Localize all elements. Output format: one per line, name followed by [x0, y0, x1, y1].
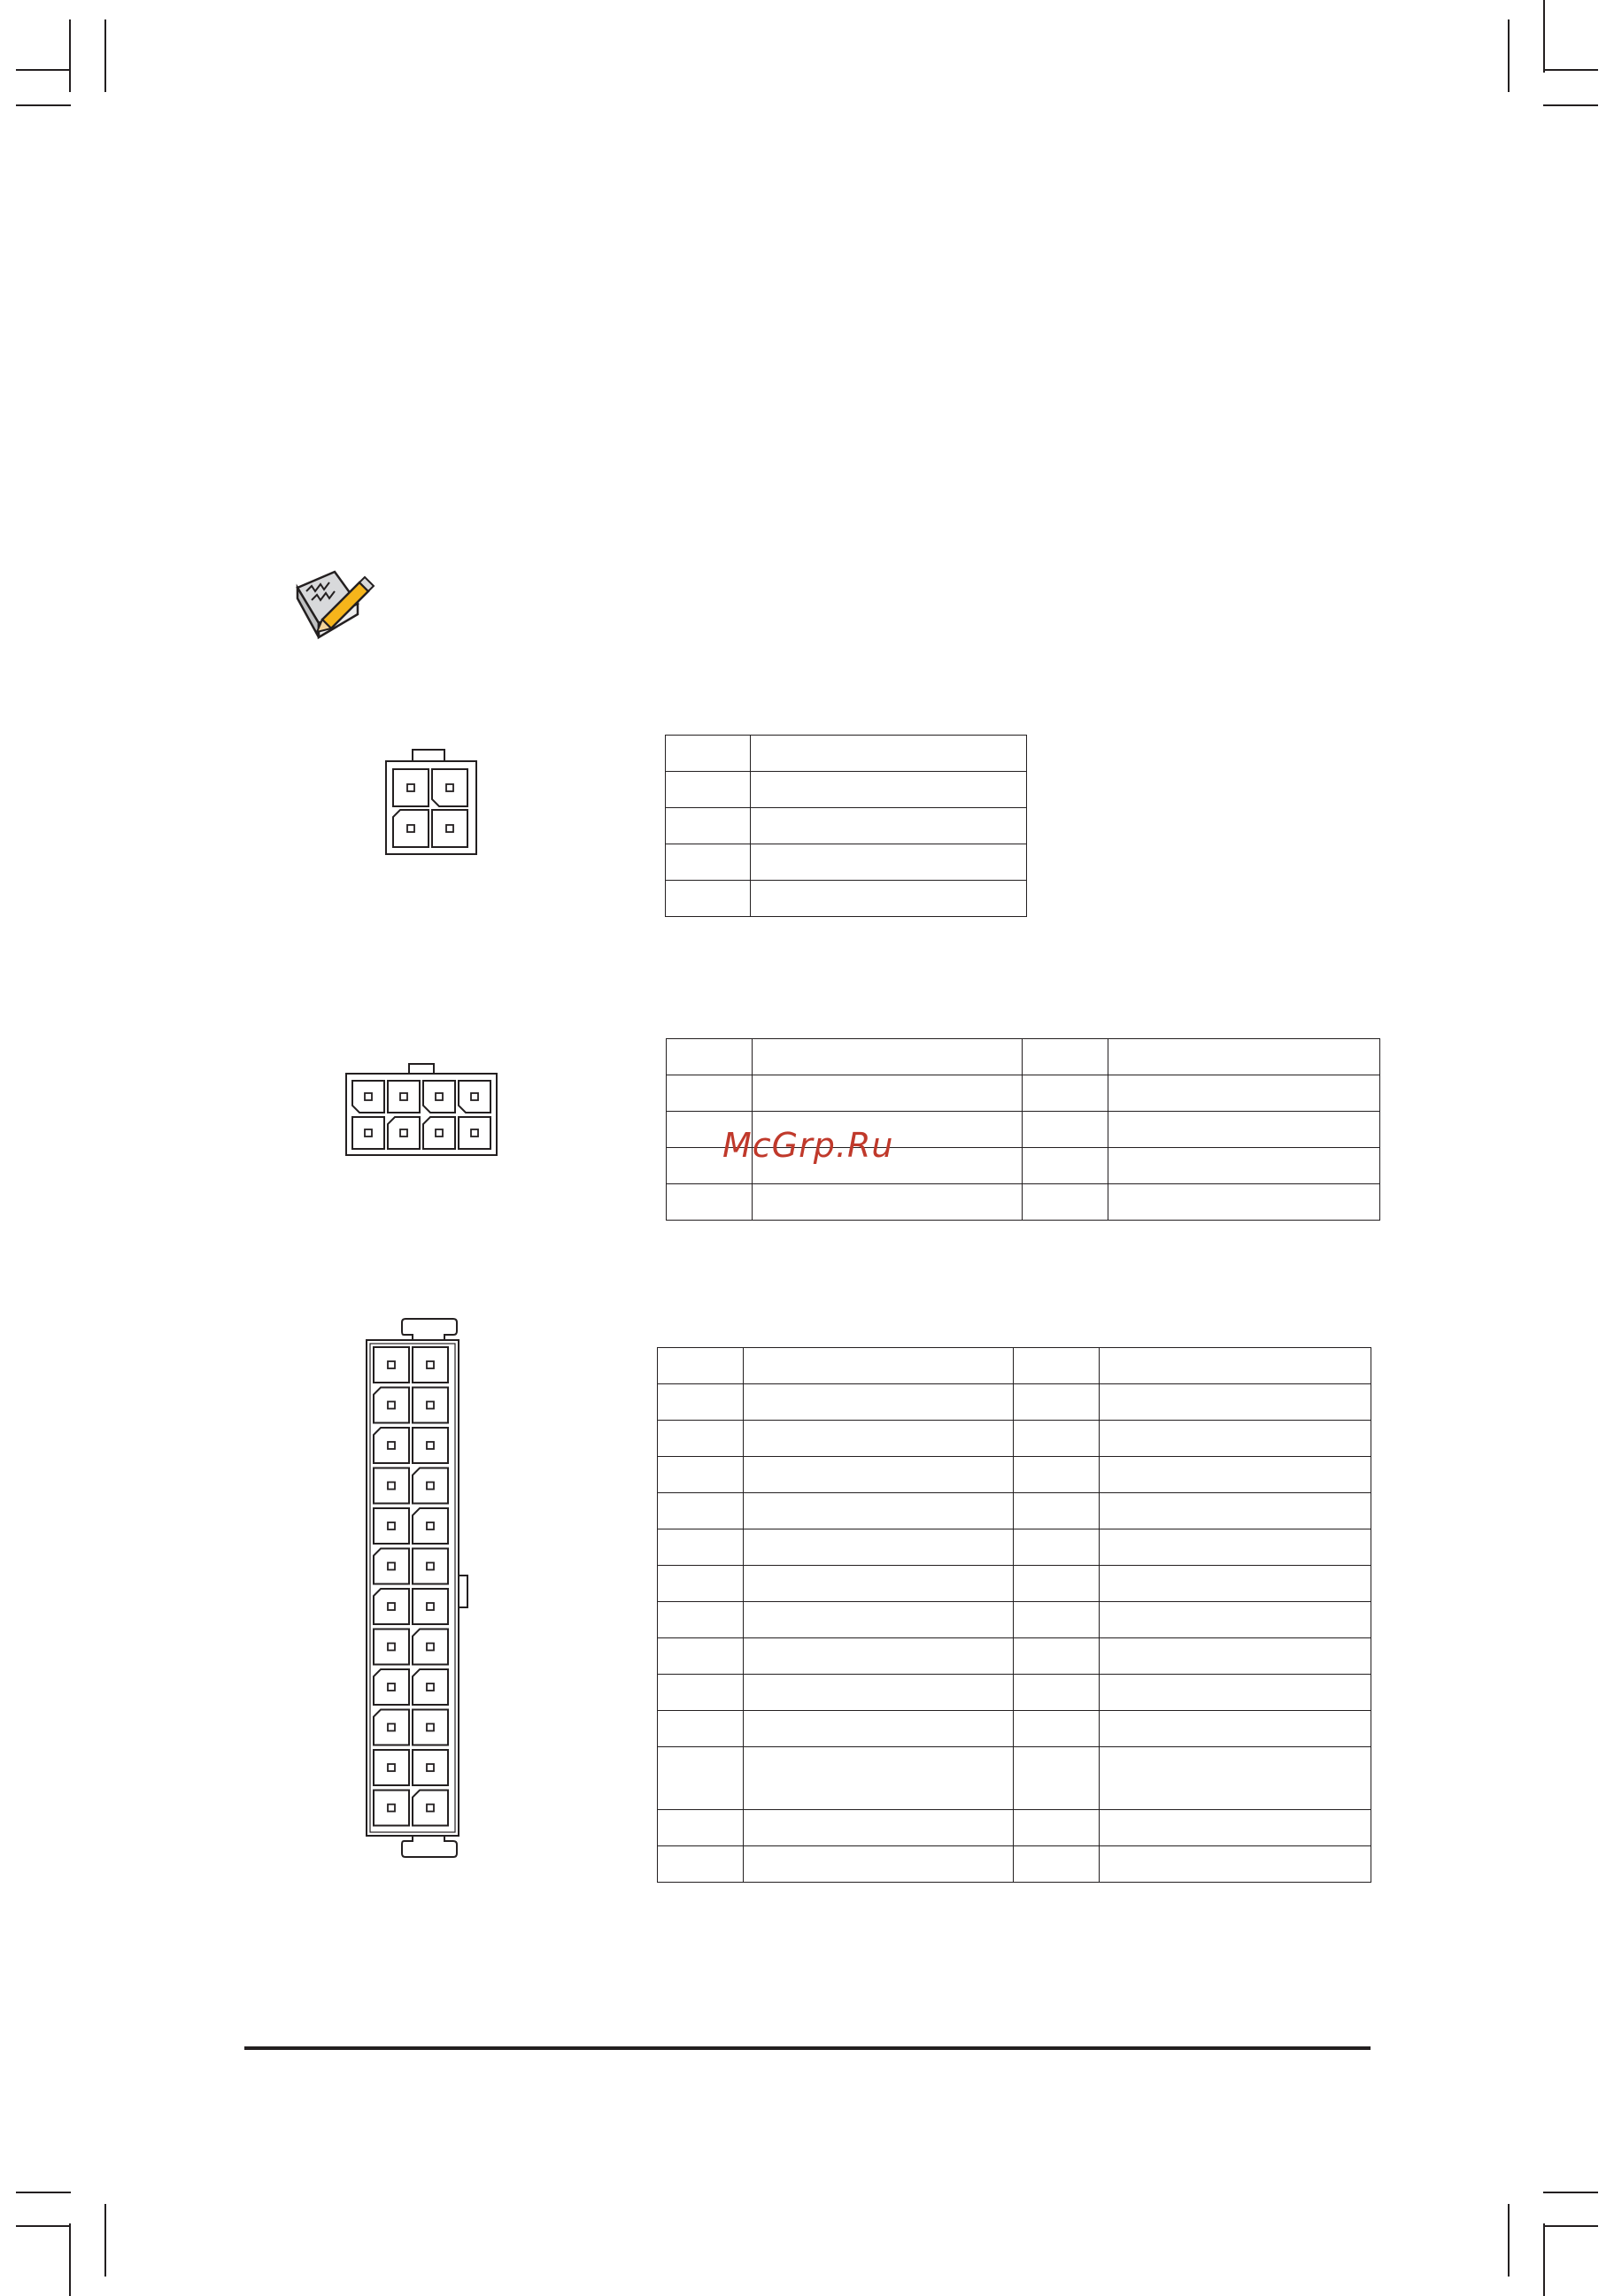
table-cell	[1100, 1711, 1371, 1747]
table-row	[658, 1711, 1371, 1747]
crop-mark-top-left-vertical	[104, 19, 106, 92]
table-cell	[666, 772, 751, 808]
table-cell	[1100, 1747, 1371, 1810]
table-row	[658, 1348, 1371, 1384]
pin-contact	[436, 1129, 443, 1136]
connector-latch	[413, 750, 444, 762]
table-cell	[1014, 1529, 1100, 1566]
pin-contact	[471, 1129, 478, 1136]
table-row	[658, 1602, 1371, 1638]
table-cell	[1100, 1675, 1371, 1711]
table-cell	[1108, 1184, 1380, 1221]
note-pencil-icon	[292, 566, 377, 643]
table-row	[666, 881, 1027, 917]
table-cell	[744, 1457, 1014, 1493]
table-cell	[744, 1711, 1014, 1747]
table-cell	[666, 808, 751, 844]
connector-side-key	[459, 1576, 467, 1607]
table-row	[658, 1638, 1371, 1675]
connector-8pin-diagram	[344, 1062, 499, 1160]
table-cell	[751, 808, 1027, 844]
table-cell	[751, 881, 1027, 917]
table-cell	[1100, 1384, 1371, 1421]
table-row	[667, 1184, 1380, 1221]
pin-contact	[388, 1644, 395, 1651]
table-cell	[667, 1075, 753, 1112]
table-row	[658, 1529, 1371, 1566]
crop-mark-bottom-left-horizontal	[16, 2192, 71, 2193]
table-cell	[1100, 1457, 1371, 1493]
pin-contact	[427, 1522, 434, 1529]
table-row	[658, 1384, 1371, 1421]
table-cell	[1014, 1421, 1100, 1457]
pin-contact	[388, 1361, 395, 1368]
table-cell	[1014, 1493, 1100, 1529]
table-cell	[744, 1529, 1014, 1566]
connector-4pin-diagram	[381, 748, 478, 859]
table-row	[658, 1846, 1371, 1883]
table-cell	[1014, 1846, 1100, 1883]
table-cell	[666, 844, 751, 881]
table-cell	[1014, 1384, 1100, 1421]
table-cell	[753, 1184, 1023, 1221]
table-cell	[1014, 1602, 1100, 1638]
table-cell	[744, 1638, 1014, 1675]
table-cell	[753, 1039, 1023, 1075]
connector-latch-bottom	[402, 1836, 457, 1857]
table-cell	[1100, 1602, 1371, 1638]
pin-contact	[471, 1093, 478, 1100]
pin-contact	[388, 1402, 395, 1409]
table-cell	[1100, 1348, 1371, 1384]
crop-mark-top-left-vertical-outer	[69, 19, 71, 92]
table-cell	[1100, 1493, 1371, 1529]
pin-contact	[388, 1724, 395, 1731]
crop-mark-bottom-right-vertical-outer	[1543, 2223, 1545, 2296]
table-cell	[658, 1846, 744, 1883]
table-cell	[1100, 1566, 1371, 1602]
table-cell	[744, 1846, 1014, 1883]
crop-mark-bottom-left-vertical-outer	[69, 2223, 71, 2296]
crop-mark-top-left-horizontal-outer	[16, 69, 71, 71]
pin-contact	[388, 1764, 395, 1771]
pin-contact	[388, 1563, 395, 1570]
crop-mark-bottom-left-vertical	[104, 2204, 106, 2277]
table-cell	[667, 1039, 753, 1075]
crop-mark-bottom-left-horizontal-outer	[16, 2225, 71, 2227]
table-row	[658, 1421, 1371, 1457]
table-row	[658, 1675, 1371, 1711]
pin-contact	[436, 1093, 443, 1100]
pin-contact	[365, 1093, 372, 1100]
crop-mark-top-left-horizontal	[16, 104, 71, 106]
table-cell	[1014, 1566, 1100, 1602]
table-cell	[658, 1384, 744, 1421]
table-cell	[1014, 1348, 1100, 1384]
pin-contact	[427, 1683, 434, 1691]
pin-contact	[427, 1724, 434, 1731]
crop-mark-bottom-right-horizontal	[1543, 2192, 1598, 2193]
pin-contact	[388, 1683, 395, 1691]
table-row	[658, 1747, 1371, 1810]
table-row	[666, 844, 1027, 881]
table-cell	[753, 1075, 1023, 1112]
pin-contact	[388, 1603, 395, 1610]
table-cell	[658, 1493, 744, 1529]
table-cell	[658, 1711, 744, 1747]
crop-mark-top-right-horizontal	[1543, 104, 1598, 106]
pin-contact	[427, 1442, 434, 1449]
table-cell	[1100, 1529, 1371, 1566]
crop-mark-bottom-right-vertical	[1508, 2204, 1510, 2277]
table-cell	[1023, 1148, 1108, 1184]
pin-contact	[446, 784, 453, 791]
pin-contact	[427, 1483, 434, 1490]
table-cell	[1108, 1039, 1380, 1075]
crop-mark-top-right-horizontal-outer	[1543, 69, 1598, 71]
table-cell	[744, 1810, 1014, 1846]
table-cell	[667, 1184, 753, 1221]
footer-rule	[244, 2046, 1371, 2050]
table-cell	[744, 1602, 1014, 1638]
table-cell	[666, 736, 751, 772]
table-cell	[658, 1348, 744, 1384]
table-cell	[658, 1675, 744, 1711]
table-cell	[1014, 1810, 1100, 1846]
table-cell	[1014, 1747, 1100, 1810]
table-cell	[744, 1747, 1014, 1810]
table-row	[666, 808, 1027, 844]
table-cell	[658, 1529, 744, 1566]
pin-contact	[427, 1603, 434, 1610]
connector-latch-top	[402, 1319, 457, 1340]
table-cell	[658, 1421, 744, 1457]
table-cell	[1023, 1184, 1108, 1221]
crop-mark-top-right-vertical	[1508, 19, 1510, 92]
table-cell	[1014, 1457, 1100, 1493]
table-cell	[1100, 1638, 1371, 1675]
table-cell	[658, 1457, 744, 1493]
pin-contact	[388, 1442, 395, 1449]
table-cell	[1014, 1675, 1100, 1711]
table-cell	[658, 1602, 744, 1638]
pin-contact	[400, 1093, 407, 1100]
table-row	[667, 1039, 1380, 1075]
pin-contact	[446, 825, 453, 832]
table-cell	[1100, 1810, 1371, 1846]
table-cell	[1014, 1638, 1100, 1675]
table-row	[658, 1810, 1371, 1846]
table-row	[658, 1493, 1371, 1529]
table-row	[658, 1457, 1371, 1493]
watermark-text: McGrp.Ru	[722, 1126, 894, 1165]
pin-contact	[427, 1805, 434, 1812]
table-cell	[1023, 1075, 1108, 1112]
pin-contact	[388, 1483, 395, 1490]
table-cell	[1100, 1846, 1371, 1883]
table-row	[658, 1566, 1371, 1602]
table-row	[667, 1075, 1380, 1112]
table-cell	[751, 736, 1027, 772]
table-cell	[744, 1566, 1014, 1602]
table-cell	[744, 1675, 1014, 1711]
table-cell	[1108, 1112, 1380, 1148]
table-cell	[744, 1493, 1014, 1529]
pin-contact	[427, 1644, 434, 1651]
table-cell	[744, 1348, 1014, 1384]
table-cell	[658, 1747, 744, 1810]
table-cell	[658, 1566, 744, 1602]
pin-contact	[427, 1361, 434, 1368]
pin-contact	[400, 1129, 407, 1136]
table-cell	[1023, 1112, 1108, 1148]
pin-contact	[407, 784, 414, 791]
table-row	[666, 736, 1027, 772]
table-cell	[744, 1421, 1014, 1457]
table-cell	[751, 772, 1027, 808]
pin-contact	[427, 1764, 434, 1771]
table-row	[666, 772, 1027, 808]
connector-24pin-diagram	[361, 1317, 475, 1866]
pin-table-4pin	[665, 735, 1027, 917]
table-cell	[1023, 1039, 1108, 1075]
table-cell	[658, 1810, 744, 1846]
table-cell	[751, 844, 1027, 881]
pin-contact	[427, 1563, 434, 1570]
pin-contact	[427, 1402, 434, 1409]
pin-contact	[388, 1805, 395, 1812]
table-cell	[658, 1638, 744, 1675]
table-cell	[1108, 1075, 1380, 1112]
table-cell	[744, 1384, 1014, 1421]
pin-table-24pin	[657, 1347, 1371, 1883]
pin-contact	[388, 1522, 395, 1529]
pin-contact	[365, 1129, 372, 1136]
crop-mark-top-right-vertical-outer	[1543, 0, 1545, 73]
table-cell	[666, 881, 751, 917]
table-cell	[1100, 1421, 1371, 1457]
table-cell	[1014, 1711, 1100, 1747]
table-cell	[1108, 1148, 1380, 1184]
pin-contact	[407, 825, 414, 832]
crop-mark-bottom-right-horizontal-outer	[1543, 2225, 1598, 2227]
